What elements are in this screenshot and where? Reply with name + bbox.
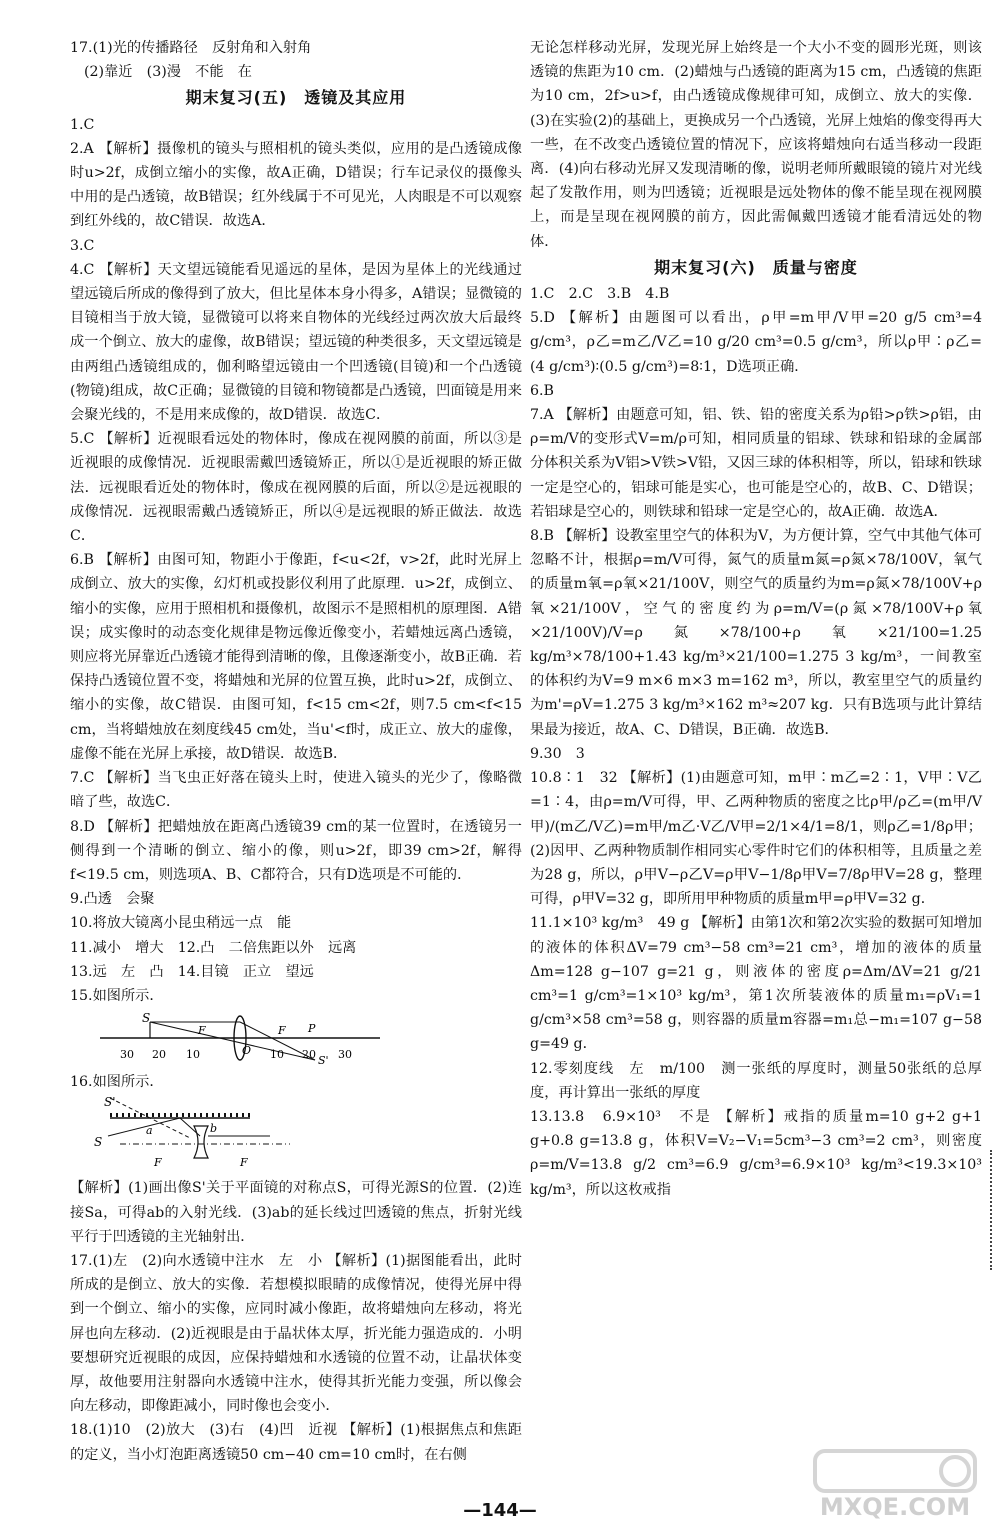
diagram-label: S' <box>318 1054 329 1067</box>
answer-item: 18.(1)10 (2)放大 (3)右 (4)凹 近视 【解析】(1)根据焦点和焦距的定义，当小灯泡距离透镜50 cm−40 cm=10 cm时，在右侧 <box>70 1422 522 1463</box>
answer-item: 10.8∶1 32 【解析】(1)由题意可知，m甲∶m乙=2∶1，V甲∶V乙=1∶4，由ρ=m/V可得，甲、乙两种物质的密度之比ρ甲/ρ乙=(m甲/V甲)/(m乙/V乙)=m甲/m乙·V乙/V甲=2/1×4/1=8/1，则ρ乙=1/8ρ甲；(2)因甲、乙两种物质制作相同实心零件时它们的体积相等，且质量之差为28 g，所以，ρ甲V−ρ乙V=ρ甲V−1/8ρ甲V=7/8ρ甲V=28 g，整理可得，ρ甲V=32 g，即所用甲种物质的质量m甲=ρ甲V=32 g． <box>530 770 982 908</box>
answer-item: 1.C <box>70 116 95 133</box>
diagram-label: F <box>278 1024 286 1038</box>
answer-item: 7.A 【解析】由题意可知，铝、铁、铅的密度关系为ρ铅>ρ铁>ρ铝，由ρ=m/V的变形式V=m/ρ可知，相同质量的铝球、铁球和铅球的金属部分体积关系为V铝>V铁>V铅，又因三球的体积相等，所以，铅球和铁球一定是空心的，铝球可能是实心，也可能是空心的，故B、C、D错误；若铝球是空心的，则铁球和铅球一定是空心的，故A正确．故选A． <box>530 407 982 520</box>
answer-item: 11.1×10³ kg/m³ 49 g 【解析】由第1次和第2次实验的数据可知增加的液体的体积ΔV=79 cm³−58 cm³=21 cm³，增加的液体的质量Δm=128 g−107 g=21 g，则液体的密度ρ=Δm/ΔV=21 g/21 cm³=1 g/cm³=1×10³ kg/m³，第1次所装液体的质量m₁=ρV₁=1 g/cm³×58 cm³=58 g，则容器的质量m容器=m₁总−m₁=107 g−58 g=49 g． <box>530 915 982 1053</box>
incident-ray <box>108 1118 180 1136</box>
answer-item: 5.D 【解析】由题图可以看出，ρ甲=m甲/V甲=20 g/5 cm³=4 g/cm³，ρ乙=m乙/V乙=10 g/20 cm³=0.5 g/cm³，所以ρ甲∶ρ乙=(4 g/cm³)∶(0.5 g/cm³)=8∶1，D选项正确． <box>530 310 982 375</box>
answer-item: 13.远 左 凸 14.目镜 正立 望远 <box>70 963 314 980</box>
answer-item: 7.C 【解析】当飞虫正好落在镜头上时，使进入镜头的光少了，像略微暗了些，故选C． <box>70 770 522 811</box>
answer-line: 17.(1)光的传播路径 反射角和入射角 <box>70 40 312 56</box>
answer-item: 9.凸透 会聚 <box>70 891 155 908</box>
answer-item: 16.如图所示． <box>70 1074 164 1091</box>
diagram-label: F <box>154 1156 162 1170</box>
lens-ray-diagram-15 <box>90 1010 390 1066</box>
diagram-label: a <box>146 1124 153 1138</box>
diagram-label: S <box>94 1135 103 1150</box>
answer-item: 8.B 【解析】设教室里空气的体积为V，为方便计算，空气中其他气体可忽略不计，根据ρ=m/V可得，氮气的质量m氮=ρ氮×78/100V，氧气的质量m氧=ρ氧×21/100V，则空气的质量约为m=ρ氮×78/100V+ρ氧×21/100V，空气的密度约为ρ=m/V=(ρ氮×78/100V+ρ氧×21/100V)/V=ρ氮×78/100+ρ氧×21/100=1.25 kg/m³×78/100+1.43 kg/m³×21/100=1.275 3 kg/m³，一间教室的体积约为V=9 m×6 m×3 m=162 m³，所以，教室里空气的质量约为m'=ρV=1.275 3 kg/m³×162 m³≈207 kg．只有B选项与此计算结果最为接近，故A、C、D错误，B正确．故选B． <box>530 528 982 738</box>
axis-tick: 20 <box>152 1048 166 1062</box>
answer-item: 【解析】(1)画出像S'关于平面镜的对称点S，可得光源S的位置．(2)连接Sa，可得ab的入射光线．(3)ab的延长线过凹透镜的焦点，折射光线平行于凹透镜的主光轴射出． <box>70 1180 522 1245</box>
answer-item: 1.C 2.C 3.B 4.B <box>530 286 670 303</box>
center-ray <box>150 1022 315 1060</box>
axis-tick: 10 <box>270 1048 284 1062</box>
mirror-lens-diagram-16 <box>90 1096 390 1172</box>
right-column <box>530 36 982 1202</box>
diagram-label: O <box>242 1044 252 1058</box>
answer-item: 3.C <box>70 237 95 254</box>
answer-item: 5.C 【解析】近视眼看远处的物体时，像成在视网膜的前面，所以③是近视眼的成像情况．近视眼需戴凹透镜矫正，所以①是近视眼的矫正做法．远视眼看近处的物体时，像成在视网膜的后面，所以②是远视眼的成像情况．远视眼需戴凸透镜矫正，所以④是远视眼的矫正做法．故选C． <box>70 431 522 545</box>
left-column <box>70 36 522 1467</box>
binding-edge-dots <box>990 1150 995 1270</box>
answer-item: 15.如图所示． <box>70 987 164 1004</box>
answer-item: 6.B <box>530 382 554 399</box>
watermark-icon <box>805 1445 985 1495</box>
section-title-5: 期末复习(五) 透镜及其应用 <box>185 88 407 108</box>
answer-item: 10.将放大镜离小昆虫稍远一点 能 <box>70 915 292 932</box>
answer-item: 11.减小 增大 12.凸 二倍焦距以外 远离 <box>70 939 357 956</box>
answer-item: 2.A 【解析】摄像机的镜头与照相机的镜头类似，应用的是凸透镜成像时u>2f，成倒立缩小的实像，故A正确，D错误；行车记录仪的摄像头中用的是凸透镜，故B错误；红外线属于不可见光，人肉眼是不可以观察到红外线的，故C错误．故选A． <box>70 140 522 230</box>
diagram-label: S <box>142 1011 151 1026</box>
watermark-logo <box>805 1445 985 1525</box>
concave-lens-icon <box>194 1126 208 1158</box>
diagram-label: b <box>210 1122 218 1136</box>
axis-tick: 20 <box>302 1048 316 1062</box>
answer-line: (2)靠近 (3)漫 不能 在 <box>84 64 252 81</box>
answer-item: 17.(1)左 (2)向水透镜中注水 左 小 【解析】(1)据图能看出，此时所成的是倒立、放大的实像．若想模拟眼睛的成像情况，使得光屏中得到一个倒立、缩小的实像，应同时减小像距，故将蜡烛向左移动，将光屏也向左移动．(2)近视眼是由于晶状体太厚，折光能力强造成的．小明要想研究近视眼的成因，应保持蜡烛和水透镜的位置不动，让晶状体变厚，故他要用注射器向水透镜中注水，使得其折光能力变强，所以像会向左移动，即像距减小，同时像也会变小． <box>70 1252 522 1415</box>
diagram-label: P <box>308 1022 316 1036</box>
answer-item: 9.30 3 <box>530 745 585 762</box>
answer-item: 12.零刻度线 左 m/100 测一张纸的厚度时，测量50张纸的总厚度，再计算出一张纸的厚度 <box>530 1060 982 1101</box>
answer-item: 无论怎样移动光屏，发现光屏上始终是一个大小不变的圆形光斑，则该透镜的焦距为10 cm．(2)蜡烛与凸透镜的距离为15 cm，凸透镜的焦距为10 cm，2f>u>f，由凸透镜成像规律可知，成倒立、放大的实像．(3)在实验(2)的基础上，更换成另一个凸透镜，光屏上烛焰的像变得再大一些，在不改变凸透镜位置的情况下，应该将蜡烛向右适当移动一段距离．(4)向右移动光屏又发现清晰的像，说明老师所戴眼镜的镜片对光线起了发散作用，则为凹透镜；近视眼是远处物体的像不能呈现在视网膜上，而是呈现在视网膜的前方，因此需佩戴凹透镜才能看清远处的物体． <box>530 40 982 250</box>
diagram-label: S' <box>104 1096 116 1110</box>
axis-tick: 10 <box>186 1048 200 1062</box>
answer-item: 6.B 【解析】由图可知，物距小于像距，f<u<2f，v>2f，此时光屏上成倒立、放大的实像，幻灯机或投影仪利用了此原理．u>2f，成倒立、缩小的实像，应用于照相机和摄像机，故图示不是照相机的原理图．A错误；成实像时的动态变化规律是物远像近像变小，若蜡烛远离凸透镜，则应将光屏靠近凸透镜才能得到清晰的像，且像逐渐变小，故B正确．若保持凸透镜位置不变，将蜡烛和光屏的位置互换，此时u>2f，成倒立、缩小的实像，故C错误．由图可知，f<15 cm<2f，则7.5 cm<f<15 cm，当将蜡烛放在刻度线45 cm处，当u'<f时，成正立、放大的虚像，虚像不能在光屏上承接，故D错误．故选B． <box>70 552 522 762</box>
watermark-text: MXQE.COM <box>819 1493 971 1521</box>
diagram-label: F <box>240 1156 248 1170</box>
axis-tick: 30 <box>120 1048 134 1062</box>
answer-item: 4.C 【解析】天文望远镜能看见遥远的星体，是因为星体上的光线通过望远镜后所成的像得到了放大，但比星体本身小得多，A错误；显微镜的目镜相当于放大镜，显微镜可以将来自物体的光线经过两次放大后最终成一个倒立、放大的虚像，故B错误；望远镜的种类很多，天文望远镜是由两组凸透镜组成的，伽利略望远镜由一个凹透镜(目镜)和一个凸透镜(物镜)组成，故C正确；显微镜的目镜和物镜都是凸透镜，凹面镜是用来会聚光线的，不是用来成像的，故D错误．故选C． <box>70 261 522 424</box>
answer-item: 13.13.8 6.9×10³ 不是 【解析】戒指的质量m=10 g+2 g+1 g+0.8 g=13.8 g，体积V=V₂−V₁=5cm³−3 cm³=2 cm³，则密度ρ=m/V=13.8 g/2 cm³=6.9 g/cm³=6.9×10³ kg/m³<19.3×10³ kg/m³，所以这枚戒指 <box>530 1108 982 1198</box>
axis-tick: 30 <box>338 1048 352 1062</box>
page-number: —144— <box>463 1500 537 1521</box>
answer-item: 8.D 【解析】把蜡烛放在距离凸透镜39 cm的某一位置时，在透镜另一侧得到一个清晰的倒立、缩小的像，则u>2f，即39 cm>2f，解得f<19.5 cm，则选项A、B、C都符合，只有D选项是不可能的． <box>70 818 522 883</box>
section-title-6: 期末复习(六) 质量与密度 <box>654 257 858 277</box>
diagram-label: F <box>198 1024 206 1038</box>
